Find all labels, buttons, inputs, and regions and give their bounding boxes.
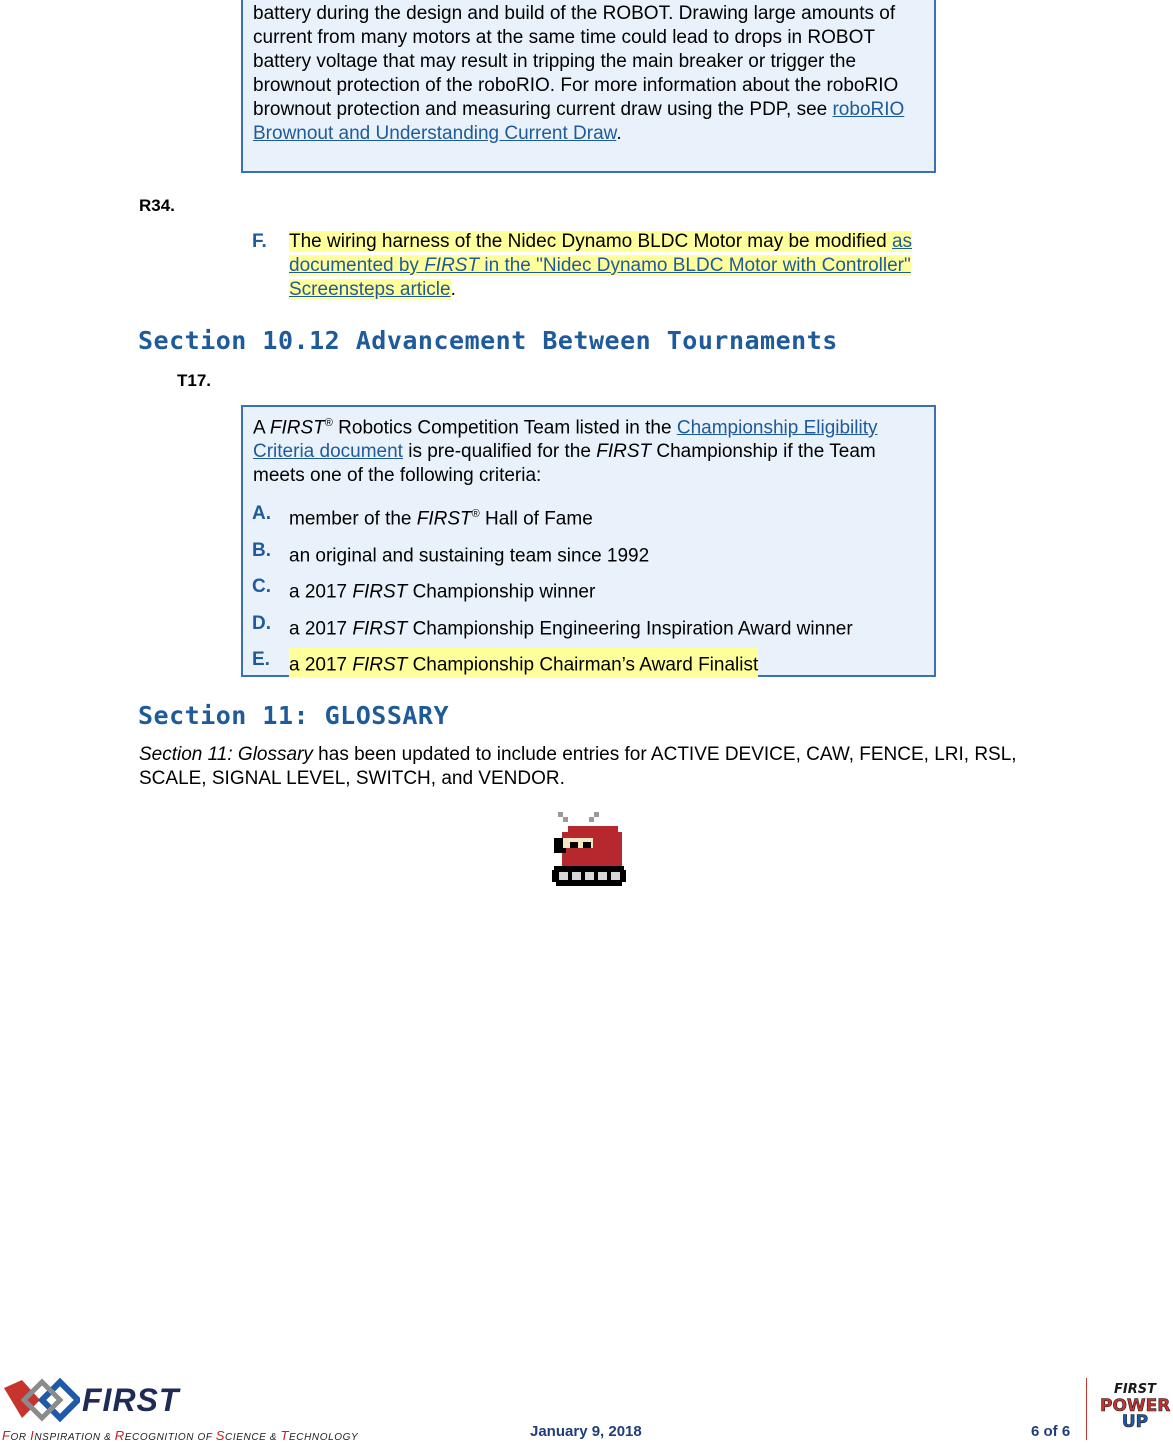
- pixel-robot-icon: [550, 810, 628, 890]
- t17-item: [252, 612, 932, 638]
- rule-callout-box: [241, 0, 936, 173]
- item-letter: E.: [252, 649, 270, 670]
- power-up-logo: FIRST POWER UP: [1100, 1382, 1171, 1432]
- section-heading-10-12: Section 10.12 Advancement Between Tournaments: [138, 326, 838, 355]
- t17-intro: A FIRST® Robotics Competition Team listed in the Championship Eligibility Criteria document is pre-qualified for the FIRST Championship if the Team meets one of the following criteria:: [253, 417, 878, 487]
- item-text: The wiring harness of the Nidec Dynamo BLDC Motor may be modified as documented by FIRST in the "Nidec Dynamo BLDC Motor with Controller" Screensteps article.: [289, 231, 913, 300]
- first-logo-text: FIRST: [82, 1382, 180, 1418]
- first-logo-icon: [2, 1378, 80, 1424]
- item-letter: D.: [252, 613, 271, 634]
- section-heading-11: Section 11: GLOSSARY: [138, 701, 450, 730]
- eligibility-criteria-link[interactable]: Championship Eligibility Criteria document: [253, 417, 878, 463]
- r34-item-f: [252, 230, 982, 302]
- t17-item: [252, 539, 932, 565]
- t17-item: [252, 502, 932, 528]
- item-text: member of the FIRST® Hall of Fame: [289, 508, 593, 530]
- footer-divider: [1086, 1378, 1087, 1440]
- rule-id-t17: T17.: [177, 371, 212, 390]
- item-letter: F.: [252, 231, 267, 252]
- item-letter: C.: [252, 576, 271, 597]
- first-tagline: FOR INSPIRATION & RECOGNITION OF SCIENCE & TECHNOLOGY: [2, 1428, 359, 1443]
- nidec-screensteps-link[interactable]: as documented by FIRST in the "Nidec Dynamo BLDC Motor with Controller" Screensteps article: [289, 231, 913, 300]
- item-letter: B.: [252, 540, 271, 561]
- item-text: a 2017 FIRST Championship Chairman’s Award Finalist: [289, 648, 758, 677]
- t17-item: [252, 575, 932, 601]
- item-text: an original and sustaining team since 1992: [289, 545, 650, 567]
- glossary-paragraph: Section 11: Glossary has been updated to include entries for ACTIVE DEVICE, CAW, FENCE, LRI, RSL, SCALE, SIGNAL LEVEL, SWITCH, and VENDOR.: [139, 744, 1017, 789]
- page-number: 6 of 6: [1031, 1423, 1071, 1440]
- t17-item: [252, 648, 932, 674]
- footer-date: January 9, 2018: [530, 1423, 642, 1440]
- item-text: a 2017 FIRST Championship winner: [289, 581, 596, 603]
- brownout-link[interactable]: roboRIO Brownout and Understanding Current Draw: [253, 99, 905, 144]
- rule-id-r34: R34.: [139, 196, 175, 215]
- item-letter: A.: [252, 503, 271, 524]
- item-text: a 2017 FIRST Championship Engineering Inspiration Award winner: [289, 618, 853, 640]
- callout-text: battery during the design and build of the ROBOT. Drawing large amounts of current from many motors at the same time could lead to drops in ROBOT battery voltage that may result in tripping the main breaker or trigger the brownout protection of the roboRIO. For more information about the roboRIO brownout protection and measuring current draw using the PDP, see roboRIO Brownout and Understanding Current Draw.: [253, 3, 905, 144]
